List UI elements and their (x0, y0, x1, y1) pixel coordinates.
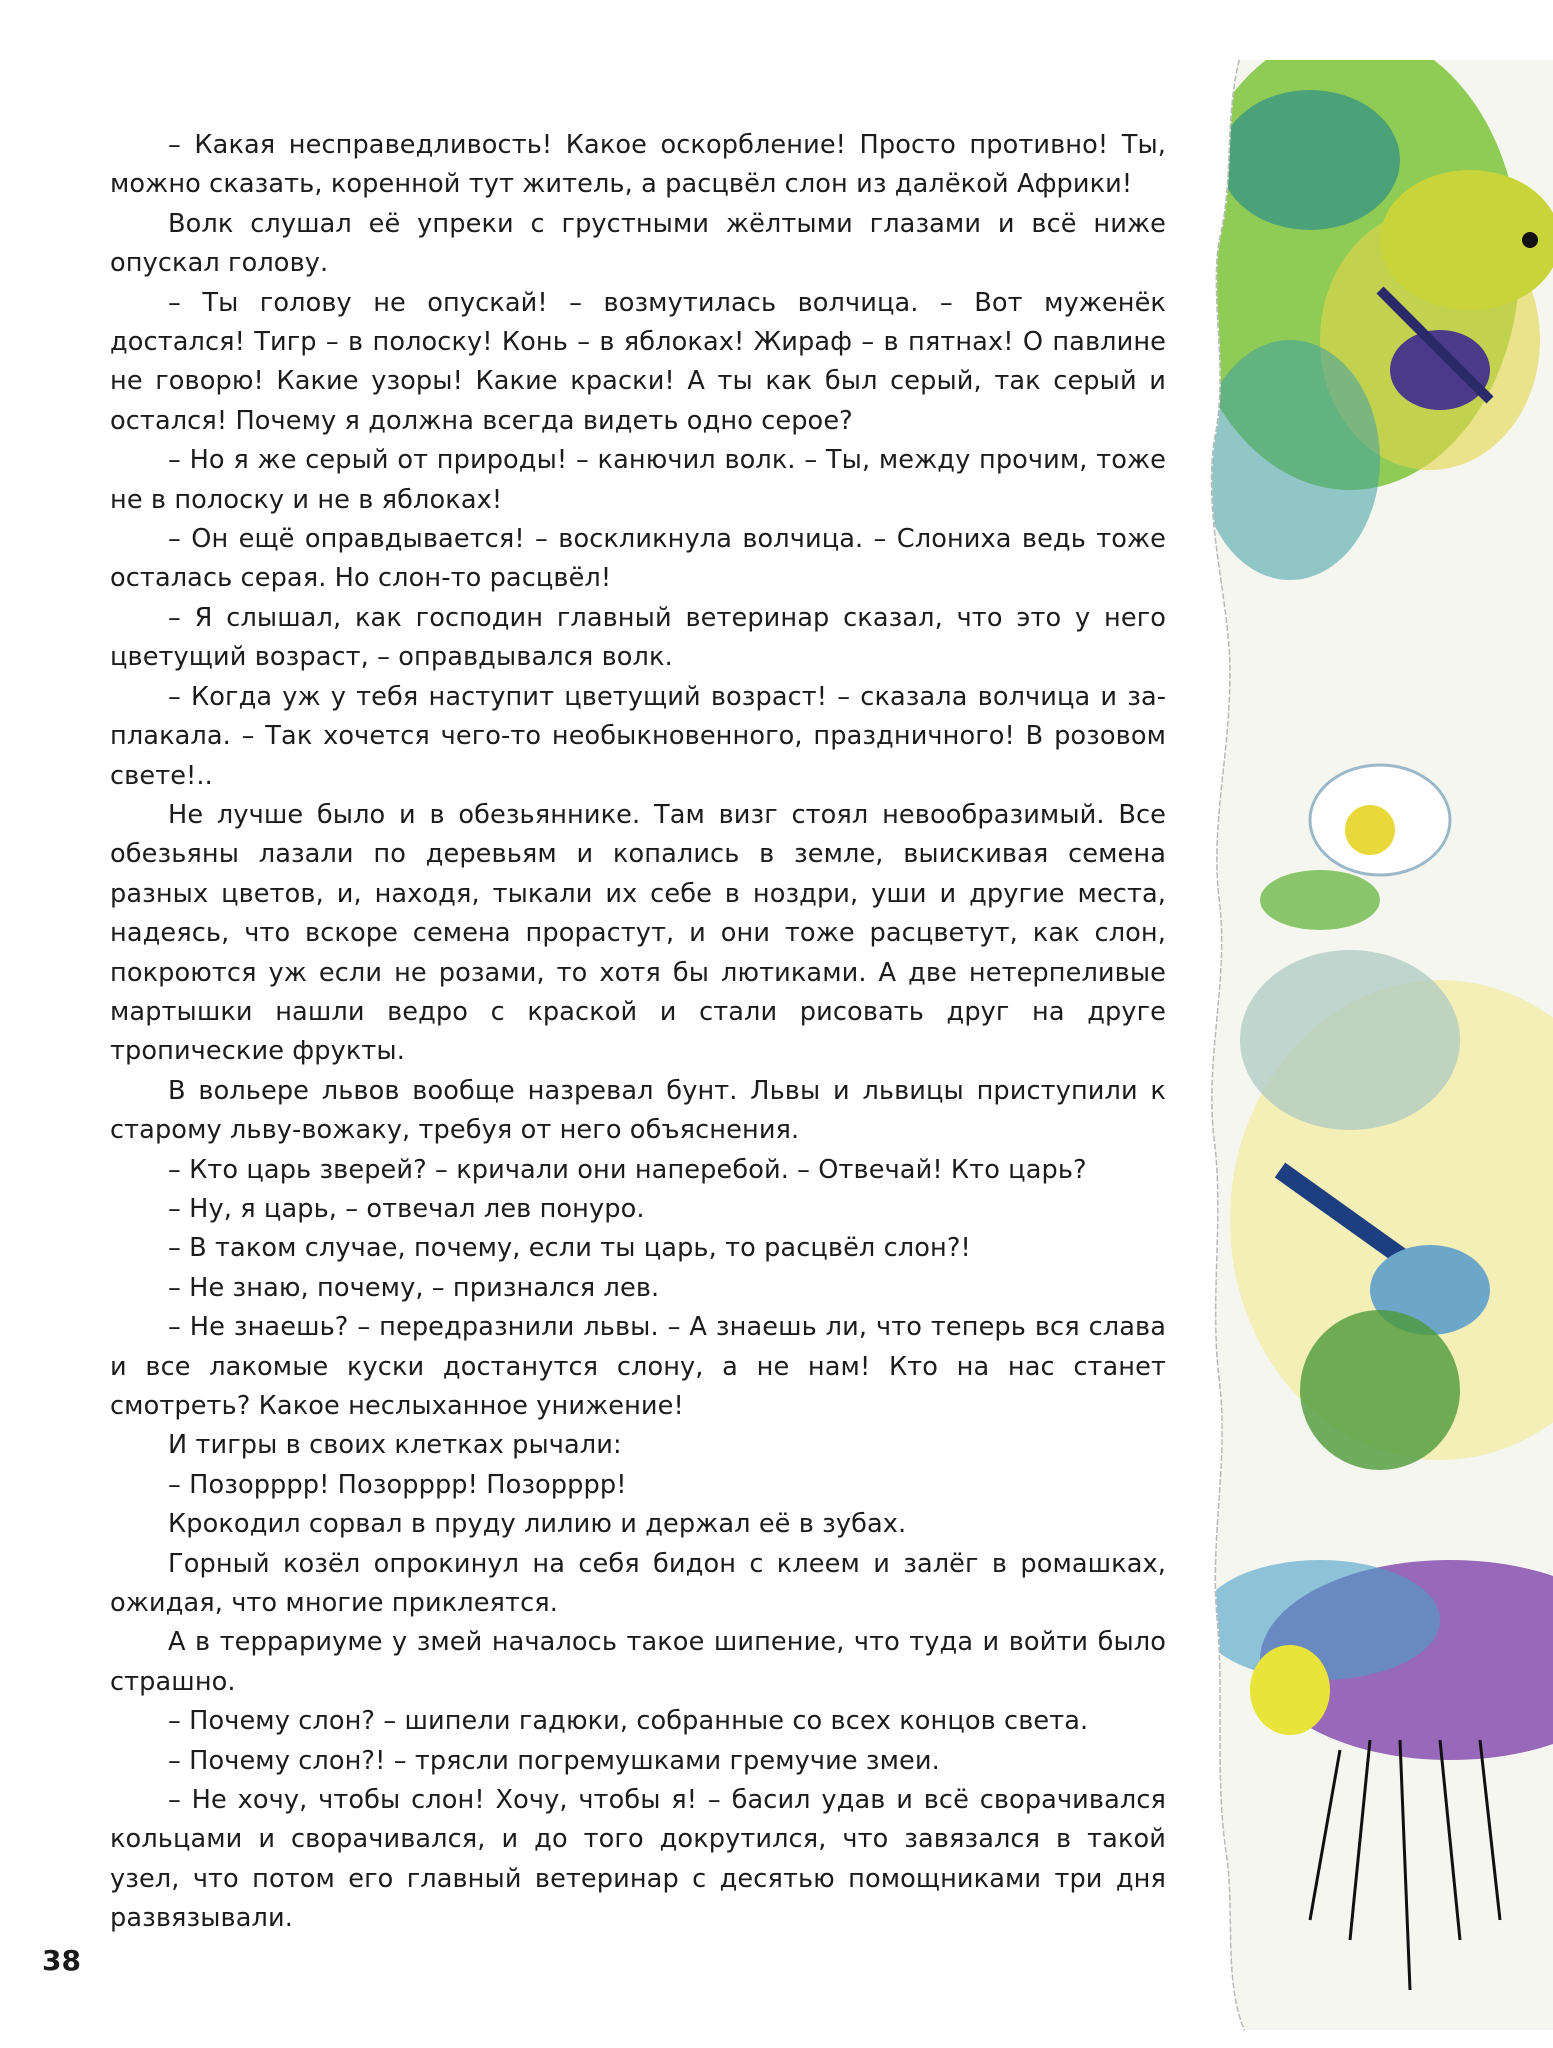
paragraph: – Почему слон? – шипели гадюки, собранные со всех концов света. (168, 1706, 1089, 1737)
paragraph: – Он ещё оправдывается! – воскликнула волчица. – Слониха ведь тоже осталась серая. Но слон-то расцвёл! (110, 524, 1166, 594)
paragraph: – Не знаешь? – передразнили львы. – А знаешь ли, что теперь вся слава и все лакомые куски достанутся слону, а не нам! Кто на нас станет смотреть? Какое неслыханное унижение! (110, 1312, 1166, 1421)
paragraph: А в террариуме у змей началось такое шипение, что туда и войти было страшно. (110, 1627, 1166, 1697)
paragraph: – В таком случае, почему, если ты царь, то расцвёл слон?! (168, 1233, 971, 1264)
page-number: 38 (42, 1944, 81, 1977)
paragraph: И тигры в своих клетках рычали: (168, 1430, 622, 1461)
paragraph: – Не хочу, чтобы слон! Хочу, чтобы я! – басил удав и всё сворачивался кольцами и сворачивался, и до того докрутился, что завязался в такой узел, что потом его главный ветеринар с десятью помощниками три дня развязывали. (110, 1785, 1166, 1934)
paragraph: – Какая несправедливость! Какое оскорбление! Просто противно! Ты, можно сказать, коренной тут житель, а расцвёл слон из далёкой Африки! (110, 130, 1166, 200)
paragraph: – Почему слон?! – трясли погремушками гремучие змеи. (168, 1745, 940, 1776)
paragraph: – Но я же серый от природы! – канючил волк. – Ты, между прочим, тоже не в полоску и не в яблоках! (110, 445, 1166, 515)
paragraph: – Когда уж у тебя наступит цветущий возраст! – сказала волчица и заплакала. – Так хочется чего-то необыкновенного, праздничного! В розовом свете!.. (110, 681, 1166, 791)
paragraph: Не лучше было и в обезьяннике. Там визг стоял невообразимый. Все обезьяны лазали по деревьям и копались в земле, выискивая семена разных цветов, и, находя, тыкали их себе в ноздри, уши и другие места, надеясь, что вскоре семена прорастут, и они тоже расцветут, как слон, покроются уж если не розами, то хотя бы лютиками. А две нетерпеливые мартышки нашли ведро с краской и стали рисовать друг на друге тропические фрукты. (110, 799, 1166, 1067)
paragraph: – Не знаю, почему, – признался лев. (168, 1272, 660, 1303)
story-text (110, 126, 1166, 1939)
paragraph: Горный козёл опрокинул на себя бидон с клеем и залёг в ромашках, ожидая, что многие приклеятся. (110, 1548, 1166, 1619)
illustration-icon (1200, 40, 1553, 2048)
paragraph: – Ну, я царь, – отвечал лев понуро. (168, 1193, 645, 1224)
paragraph: Волк слушал её упреки с грустными жёлтыми глазами и всё ниже опускал голову. (110, 208, 1166, 279)
paragraph: – Кто царь зверей? – кричали они наперебой. – Отвечай! Кто царь? (168, 1154, 1087, 1185)
paragraph: – Ты голову не опускай! – возмутилась волчица. – Вот муженёк достался! Тигр – в полоску! Конь – в яблоках! Жираф – в пятнах! О павлине не говорю! Какие узоры! Какие краски! А ты как был серый, так серый и остался! Почему я должна всегда видеть одно серое? (110, 287, 1166, 436)
paragraph: – Я слышал, как господин главный ветеринар сказал, что это у него цветущий возраст, – оправдывался волк. (110, 602, 1166, 673)
paragraph: Крокодил сорвал в пруду лилию и держал её в зубах. (168, 1509, 907, 1540)
paragraph: В вольере львов вообще назревал бунт. Львы и львицы приступили к старому льву-вожаку, требуя от него объяснения. (110, 1075, 1166, 1146)
paragraph: – Позорррр! Позорррр! Позорррр! (168, 1469, 627, 1500)
